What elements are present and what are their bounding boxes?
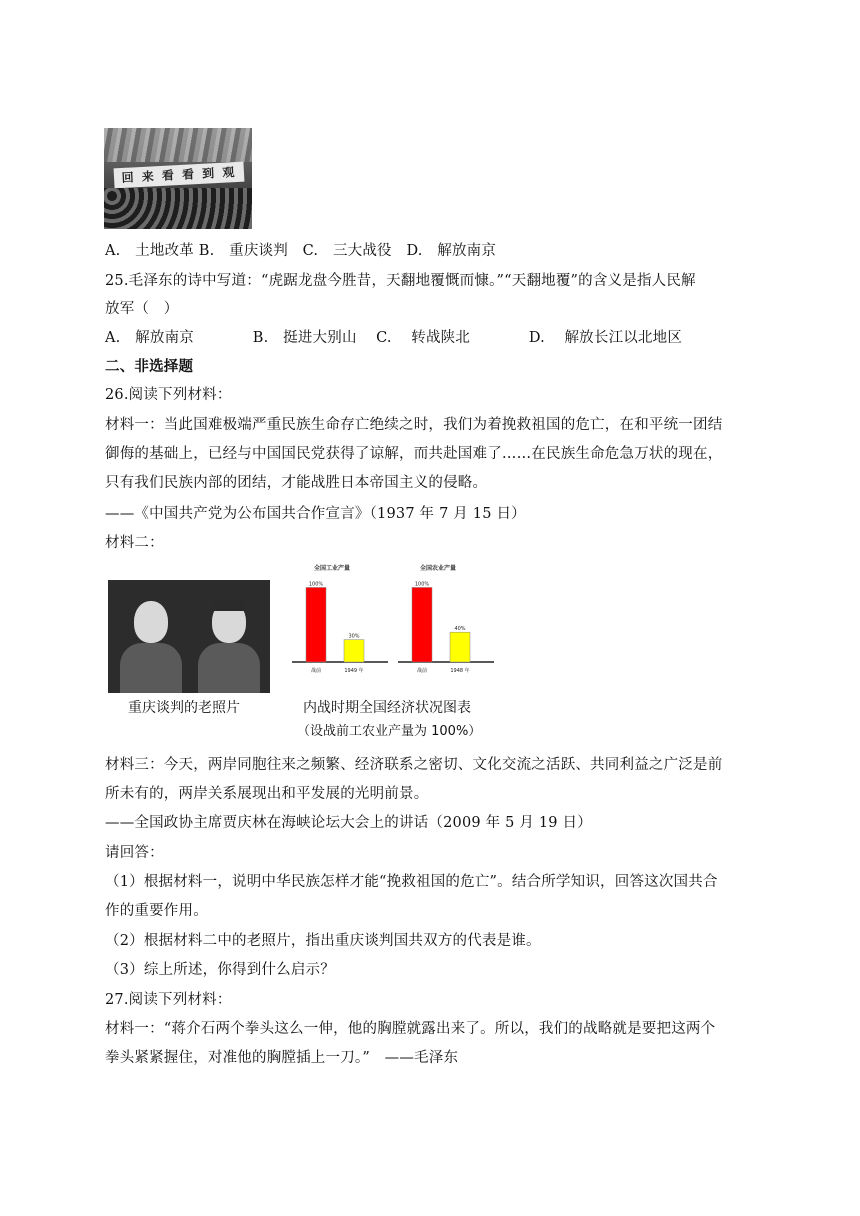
chart-bar-1-0 <box>412 587 432 662</box>
q26-material3-line2: 所未有的，两岸关系展现出和平发展的光明前景。 <box>105 786 429 802</box>
q26-stem: 26.阅读下列材料： <box>105 387 232 403</box>
chart-bar-0-1 <box>344 640 364 662</box>
photo-trees <box>104 128 252 162</box>
q26-sub2: （2）根据材料二中的老照片，指出重庆谈判国共双方的代表是谁。 <box>105 933 541 949</box>
chart-category-label-1-0: 战前 <box>416 668 428 674</box>
historical-photo-crowd <box>104 128 252 229</box>
photo-person-right <box>196 593 262 693</box>
q26-sub1-line2: 作的重要作用。 <box>105 903 208 919</box>
q24-options: A. 土地改革 B. 重庆谈判 C. 三大战役 D. 解放南京 <box>105 243 497 259</box>
chart-category-label-0-1: 1949 年 <box>344 668 364 674</box>
q26-material2-label: 材料二： <box>105 535 164 551</box>
q26-material3-source: ——全国政协主席贾庆林在海峡论坛大会上的讲话（2009 年 5 月 19 日） <box>105 815 592 831</box>
section-title: 二、非选择题 <box>105 358 194 375</box>
chart-data-label-1-0: 100% <box>414 581 430 588</box>
chart-category-label-0-0: 战前 <box>310 668 322 674</box>
photo-caption: 重庆谈判的老照片 <box>128 700 240 716</box>
q26-sub1-line1: （1）根据材料一，说明中华民族怎样才能“挽救祖国的危亡”。结合所学知识，回答这次国共合 <box>105 874 718 890</box>
chart-bar-1-1 <box>450 632 470 662</box>
q26-sub3: （3）综上所述，你得到什么启示？ <box>105 962 335 978</box>
photo-person-left <box>118 593 184 693</box>
q27-material1-line1: 材料一：“蒋介石两个拳头这么一伸，他的胸膛就露出来了。所以，我们的战略就是要把这两个 <box>105 1021 716 1037</box>
chart-title-0: 全国工业产量 <box>313 565 351 572</box>
q26-material1-line1: 材料一：当此国难极端严重民族生命存亡绝续之时，我们为着挽救祖国的危亡，在和平统一团结 <box>105 417 723 433</box>
q25-stem-line2: 放军（ ） <box>105 301 179 317</box>
photo-crowd <box>104 188 252 229</box>
chart-category-label-1-1: 1948 年 <box>450 668 470 674</box>
q25-options: A. 解放南京 B. 挺进大别山 C. 转战陕北 D. 解放长江以北地区 <box>105 330 683 346</box>
q26-material1-line2: 御侮的基础上，已经与中国国民党获得了谅解，而共赴国难了……在民族生命危急万状的现在， <box>105 446 723 462</box>
chart-data-label-1-1: 40% <box>454 626 466 633</box>
chart-caption-title: 内战时期全国经济状况图表 <box>303 700 471 716</box>
q26-ask: 请回答： <box>105 845 164 861</box>
chart-data-label-0-1: 30% <box>348 633 360 640</box>
q27-material1-line2: 拳头紧紧握住，对准他的胸膛插上一刀。” ——毛泽东 <box>105 1050 459 1066</box>
chongqing-negotiation-photo <box>108 580 270 693</box>
q25-stem-line1: 25.毛泽东的诗中写道：“虎踞龙盘今胜昔，天翻地覆慨而慷。”“天翻地覆”的含义是指人民解 <box>105 273 696 289</box>
photo-banner: 回 来 看 看 到 观 <box>114 162 245 189</box>
chart-title-1: 全国农业产量 <box>419 565 457 572</box>
q26-material1-source: ——《中国共产党为公布国共合作宣言》（1937 年 7 月 15 日） <box>105 506 526 522</box>
chart-caption-subtitle: （设战前工农业产量为 100%） <box>297 724 482 739</box>
q26-material3-line1: 材料三：今天，两岸同胞往来之频繁、经济联系之密切、文化交流之活跃、共同利益之广泛是前 <box>105 757 723 773</box>
chart-data-label-0-0: 100% <box>308 581 324 588</box>
q27-stem: 27.阅读下列材料： <box>105 992 232 1008</box>
economy-charts <box>290 560 500 690</box>
chart-bar-0-0 <box>306 587 326 662</box>
q26-material1-line3: 只有我们民族内部的团结，才能战胜日本帝国主义的侵略。 <box>105 475 488 491</box>
